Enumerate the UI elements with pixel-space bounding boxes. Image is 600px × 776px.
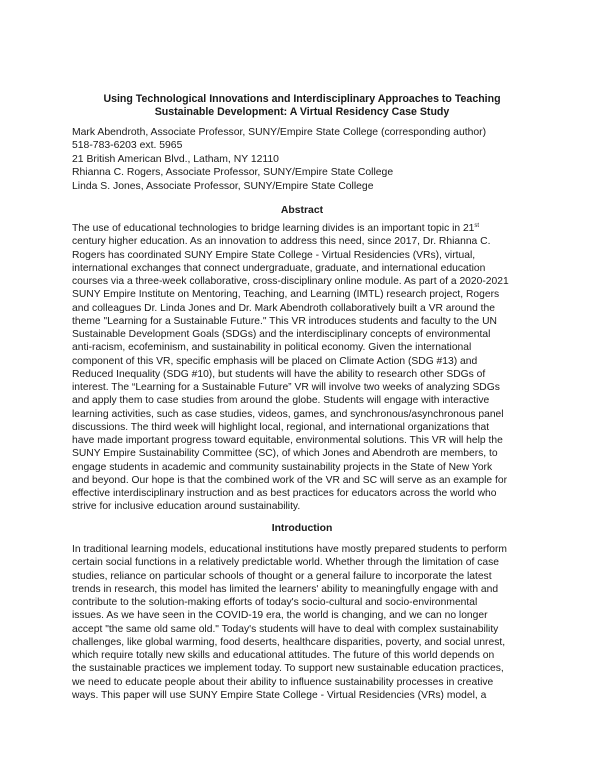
introduction-heading: Introduction: [271, 523, 333, 534]
introduction-line: the sustainable practices we implement today. To support new sustainable education practices,: [72, 663, 504, 675]
introduction-line: studies, reliance on particular schools of thought or a general failure to incorporate the latest: [72, 570, 492, 582]
author-line: 21 British American Blvd., Latham, NY 12110: [72, 153, 279, 165]
abstract-heading: Abstract: [280, 205, 324, 216]
abstract-line: have made important progress toward equitable, environmental solutions. This VR will help the: [72, 435, 503, 446]
abstract-line: Sustainable Development Goals (SDGs) and the interdisciplinary concepts of environmental: [72, 329, 491, 340]
introduction-line: accept "the same old same old." Today's students will have to deal with complex sustainability: [72, 623, 499, 635]
introduction-line: trends in research, this model has limited the learners' ability to meaningfully engage with and: [72, 583, 499, 595]
abstract-line: discussions. The third week will highlight local, regional, and international organizations that: [72, 421, 490, 433]
abstract-lines: [72, 235, 532, 513]
abstract-line: and beyond. Our hope is that the combined work of the VR and SC will serve as an example for: [72, 474, 507, 486]
abstract-line-text: The use of educational technologies to bridge learning divides is an important topic in 21: [72, 223, 475, 234]
title-line: Sustainable Development: A Virtual Residency Case Study: [154, 106, 450, 118]
abstract-line: [72, 222, 532, 235]
abstract-line: international exchanges that connect undergraduate, graduate, and international education: [72, 262, 486, 274]
introduction-line: contribute to the solution-making efforts of today's socio-cultural and socio-environmental: [72, 597, 478, 608]
title-line: Using Technological Innovations and Interdisciplinary Approaches to Teaching: [103, 93, 501, 105]
introduction-line: In traditional learning models, educational institutions have mostly prepared students to perform: [72, 544, 507, 555]
introduction-line: which require totally new skills and educational attitudes. The future of this world depends on: [72, 650, 495, 661]
introduction-paragraph: [72, 543, 532, 702]
abstract-line: interest. The “Learning for a Sustainable Future” VR will involve two weeks of analyzing SDGs: [72, 382, 500, 393]
abstract-paragraph: [72, 222, 532, 514]
abstract-line: strive for inclusive education around sustainability.: [72, 501, 301, 513]
author-block: [72, 126, 532, 193]
introduction-line: ways. This paper will use SUNY Empire State College - Virtual Residencies (VRs) model, a: [72, 689, 487, 701]
introduction-line: we need to educate people about their ability to influence sustainability processes in creative: [72, 676, 494, 688]
abstract-line: learning activities, such as case studies, videos, games, and synchronous/asynchronous panel: [72, 408, 504, 420]
author-line: Rhianna C. Rogers, Associate Professor, SUNY/Empire State College: [72, 167, 394, 179]
abstract-line: century higher education. As an innovation to address this need, since 2017, Dr. Rhianna C.: [72, 236, 491, 248]
abstract-line: SUNY Empire Sustainability Committee (SC), of which Jones and Abendroth are members, to: [72, 448, 498, 460]
paper-title: [72, 93, 532, 119]
author-line: Mark Abendroth, Associate Professor, SUNY/Empire State College (corresponding author): [72, 127, 487, 138]
abstract-line: courses via a three-week collaborative, cross-disciplinary online module. As part of a 2020-2021: [72, 276, 509, 287]
introduction-line: issues. As we have seen in the COVID-19 era, the world is changing, and we can no longer: [72, 610, 488, 622]
abstract-line: and apply them to case studies from around the globe. Students will engage with interactive: [72, 395, 490, 407]
introduction-lines: [72, 543, 532, 702]
introduction-line: certain social functions in a relatively predictable world. Whether through the limitation of case: [72, 557, 499, 569]
abstract-line: Rogers has coordinated SUNY Empire State College - Virtual Residencies (VRs), virtual,: [72, 249, 476, 261]
abstract-line: engage students in academic and community sustainability projects in the State of New York: [72, 461, 493, 473]
abstract-line: anti-racism, ecofeminism, and sustainability in political economy. Given the international: [72, 342, 472, 354]
author-line: Linda S. Jones, Associate Professor, SUNY/Empire State College: [72, 180, 374, 192]
abstract-line: SUNY Empire Institute on Mentoring, Teaching, and Learning (IMTL) research project, Rogers: [72, 289, 500, 301]
ordinal-superscript: st: [474, 223, 480, 229]
abstract-line: and colleagues Dr. Linda Jones and Dr. Mark Abendroth collaboratively built a VR around the: [72, 302, 496, 314]
introduction-line: challenges, like global warming, food deserts, healthcare disparities, poverty, and social unrest,: [72, 636, 506, 648]
abstract-line: theme "Learning for a Sustainable Future." This VR introduces students and faculty to the UN: [72, 315, 497, 327]
author-line: 518-783-6203 ext. 5965: [72, 140, 183, 152]
abstract-line: effective interdisciplinary instruction and as best practices for educators across the world who: [72, 488, 497, 499]
abstract-line: component of this VR, specific emphasis will be placed on Climate Action (SDG #13) and: [72, 355, 478, 367]
abstract-line: Reduced Inequality (SDG #10), but students will have the ability to research other SDGs of: [72, 368, 486, 380]
